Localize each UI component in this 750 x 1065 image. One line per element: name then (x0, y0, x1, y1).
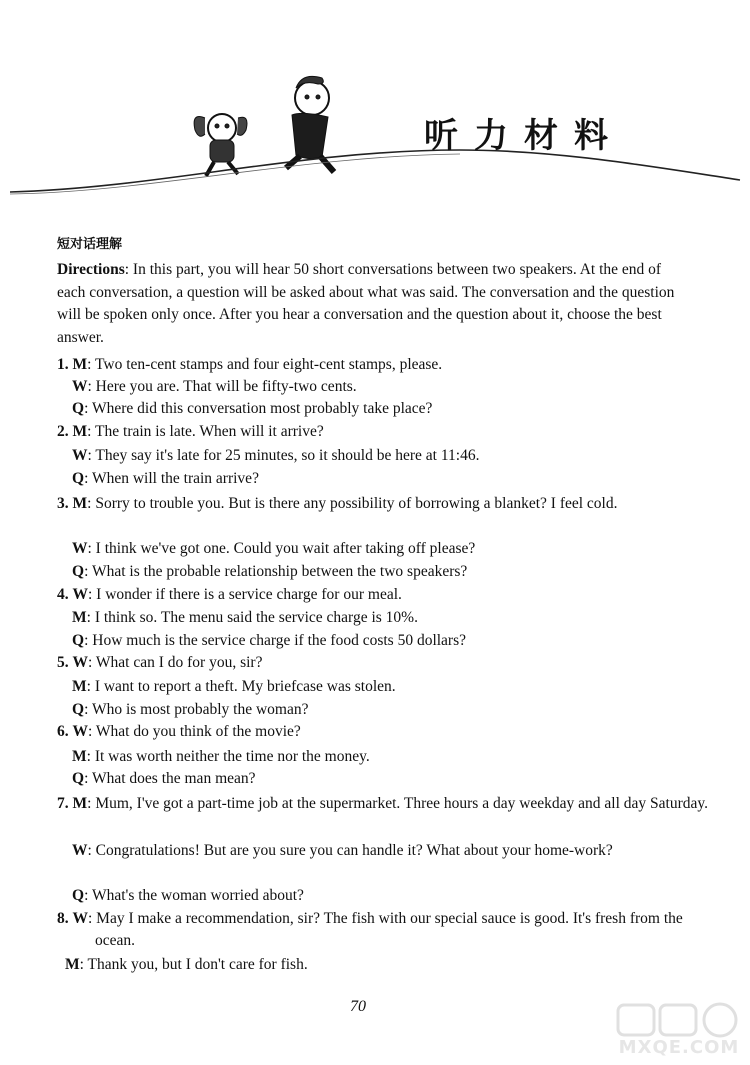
dialogue-line: Q: Who is most probably the woman? (72, 701, 309, 718)
dialogue-line: Q: When will the train arrive? (72, 470, 259, 487)
watermark-logo-icon (614, 1001, 744, 1041)
dialogue-line: Q: What is the probable relationship between the two speakers? (72, 563, 468, 580)
dialogue-line: Q: What does the man mean? (72, 770, 256, 787)
dialogue-line: 8. W: May I make a recommendation, sir? The fish with our special sauce is good. It's fresh from the ocean. (57, 910, 683, 949)
dialogue-line: M: I think so. The menu said the service charge is 10%. (72, 609, 418, 626)
directions-text: : In this part, you will hear 50 short conversations between two speakers. At the end of each conversation, a question will be asked about what was said. The conversation and the question will be spoken only once. After you hear a conversation and the question about it, choose the best answer. (57, 261, 675, 346)
cartoon-girl-icon (194, 114, 247, 176)
directions-label: Directions (57, 261, 125, 278)
dialogue-line: M: Thank you, but I don't care for fish. (65, 956, 308, 973)
dialogue-line: W: They say it's late for 25 minutes, so it should be here at 11:46. (72, 447, 480, 464)
dialogue-line: 6. W: What do you think of the movie? (57, 723, 301, 740)
watermark (614, 1001, 744, 1061)
dialogue-line: M: It was worth neither the time nor the money. (72, 748, 370, 765)
dialogue-line: W: Congratulations! But are you sure you can handle it? What about your home-work? (72, 842, 613, 859)
page-title: 听力材料 (424, 116, 624, 156)
dialogue-line: W: Here you are. That will be fifty-two cents. (72, 378, 357, 395)
header-illustration (0, 0, 750, 200)
watermark-text: MXQE.COM (618, 1037, 740, 1058)
section-title: 短对话理解 (57, 237, 123, 252)
dialogue-line: W: I think we've got one. Could you wait after taking off please? (72, 540, 476, 557)
dialogue-line: Q: Where did this conversation most probably take place? (72, 400, 433, 417)
page-number: 70 (350, 998, 366, 1015)
directions-paragraph (57, 259, 682, 349)
dialogue-line: 2. M: The train is late. When will it arrive? (57, 423, 324, 440)
dialogue-line: 1. M: Two ten-cent stamps and four eight-cent stamps, please. (57, 356, 443, 373)
dialogue-line: 7. M: Mum, I've got a part-time job at the supermarket. Three hours a day weekday and all day Saturday. (57, 795, 709, 812)
header-rule (10, 150, 740, 192)
dialogue-line: Q: What's the woman worried about? (72, 887, 304, 904)
dialogue-line: 4. W: I wonder if there is a service charge for our meal. (57, 586, 402, 603)
dialogue-line: Q: How much is the service charge if the food costs 50 dollars? (72, 632, 467, 649)
dialogue-line: M: I want to report a theft. My briefcase was stolen. (72, 678, 396, 695)
dialogue-line: 3. M: Sorry to trouble you. But is there any possibility of borrowing a blanket? I feel cold. (57, 495, 618, 512)
dialogue-line: 5. W: What can I do for you, sir? (57, 654, 263, 671)
page-header (0, 0, 750, 200)
